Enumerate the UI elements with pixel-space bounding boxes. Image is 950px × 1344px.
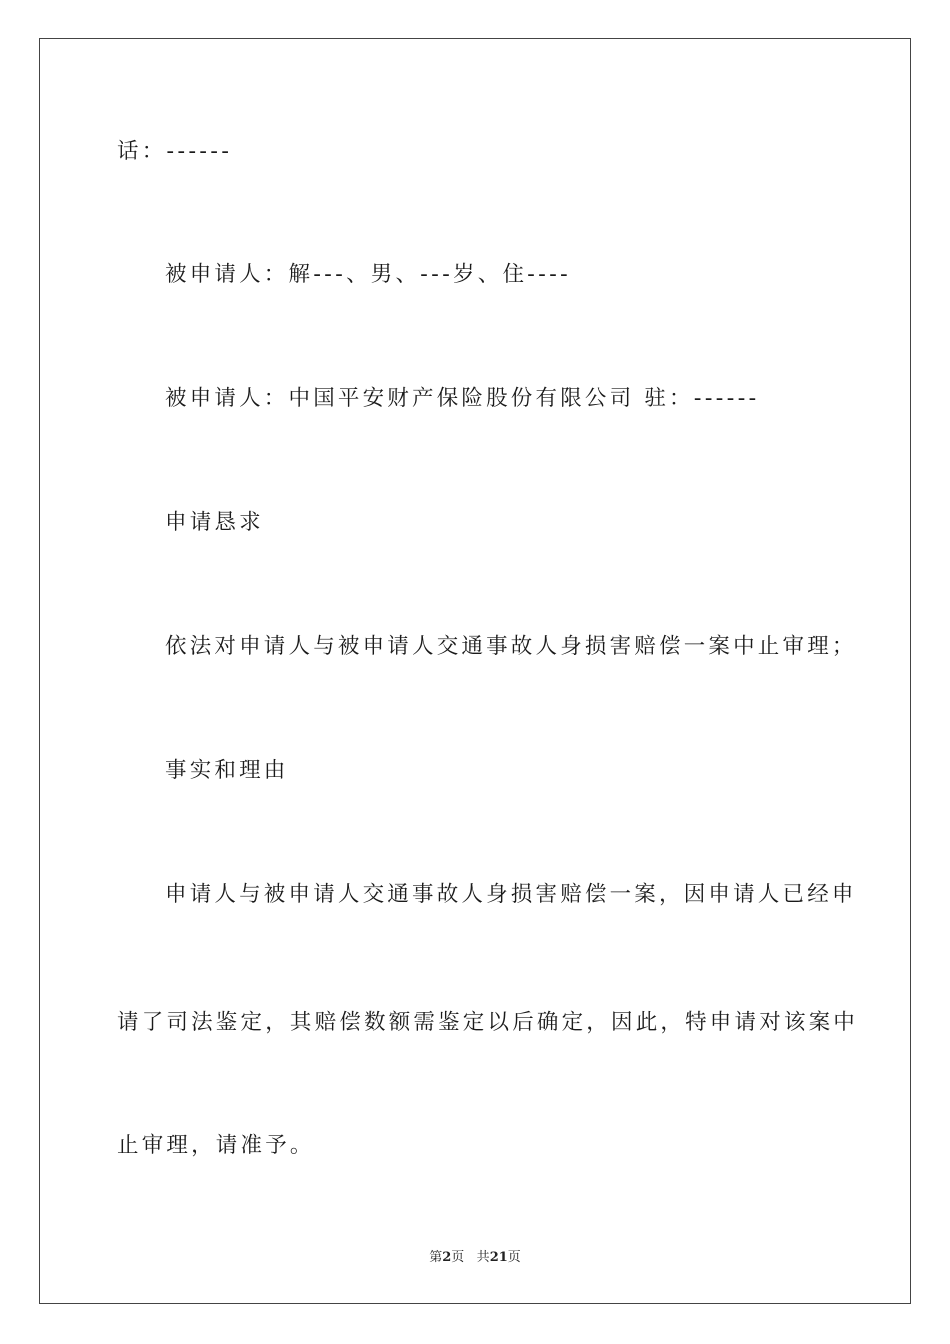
footer-page-number: 2 xyxy=(442,1250,452,1265)
footer-page-prefix: 第 xyxy=(429,1250,443,1265)
footer-page-suffix: 页 xyxy=(451,1250,465,1265)
text-line-respondent-1: 被申请人：解---、男、---岁、住---- xyxy=(165,262,571,287)
text-line-facts-2: 请了司法鉴定，其赔偿数额需鉴定以后确定，因此，特申请对该案中 xyxy=(117,1010,859,1035)
section-heading-facts: 事实和理由 xyxy=(165,758,289,783)
text-line-facts-3: 止审理，请准予。 xyxy=(117,1133,315,1158)
section-heading-request: 申请恳求 xyxy=(165,510,264,535)
footer-total-suffix: 页 xyxy=(507,1250,521,1265)
text-line-facts-1: 申请人与被申请人交通事故人身损害赔偿一案，因申请人已经申 xyxy=(165,882,857,907)
footer-total-pages: 21 xyxy=(489,1250,508,1265)
text-line-respondent-2: 被申请人：中国平安财产保险股份有限公司 驻：------ xyxy=(165,386,760,411)
text-line-request-body: 依法对申请人与被申请人交通事故人身损害赔偿一案中止审理； xyxy=(165,634,857,659)
page-border xyxy=(39,38,911,1304)
text-line-phone: 话：------ xyxy=(117,139,233,164)
page-footer xyxy=(0,1246,950,1265)
footer-total-prefix: 共 xyxy=(476,1250,490,1265)
